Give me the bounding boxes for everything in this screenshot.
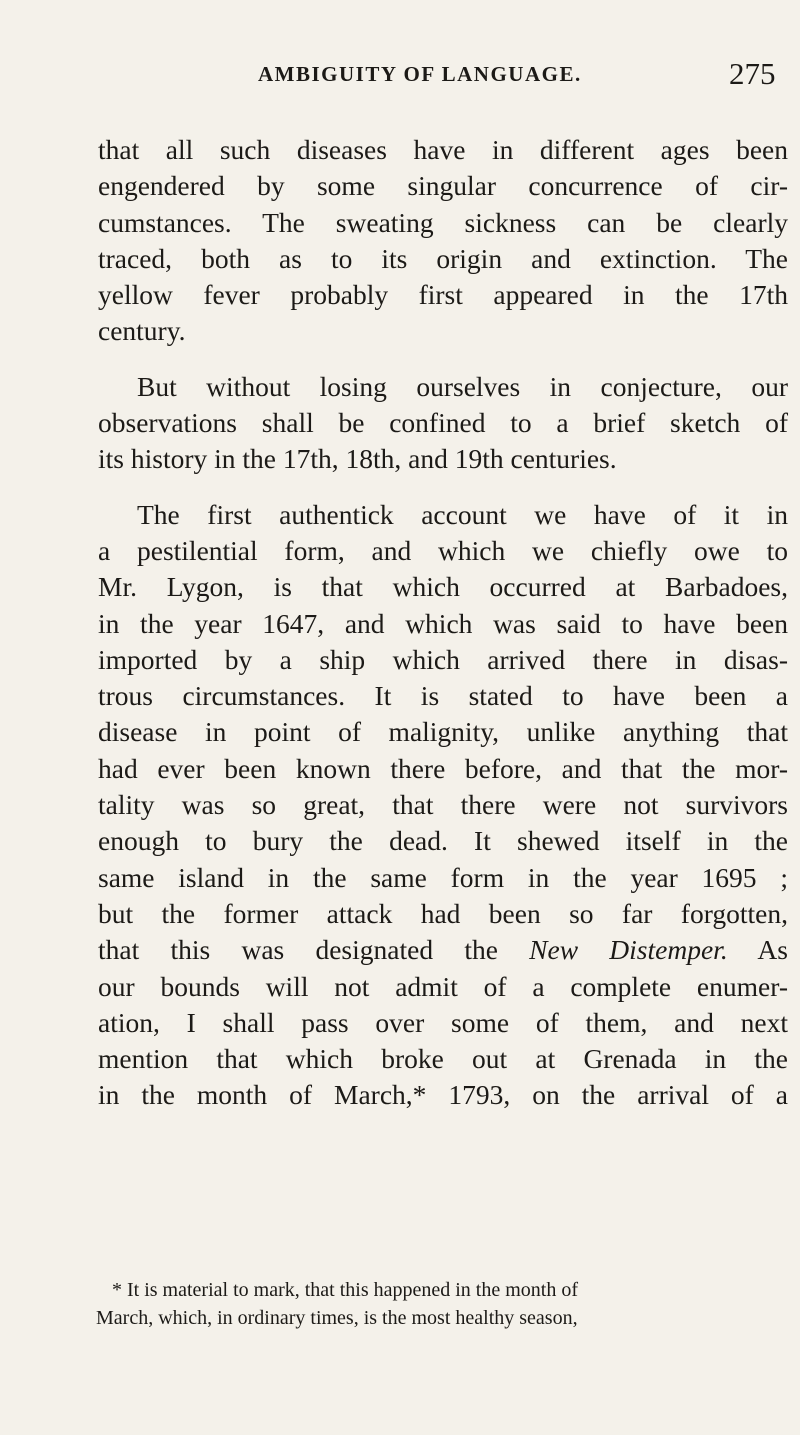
body-text [98, 132, 788, 1114]
text-line: its history in the 17th, 18th, and 19th centuries. [98, 443, 617, 475]
footnote [96, 1276, 792, 1332]
text-line: tality was so great, that there were not survivors [98, 789, 788, 821]
footnote-line: March, which, in ordinary times, is the most healthy season, [96, 1307, 578, 1329]
text-line: observations shall be confined to a brief sketch of [98, 407, 788, 439]
text-line: enough to bury the dead. It shewed itself in the [98, 825, 788, 857]
text-line: traced, both as to its origin and extinction. The [98, 242, 788, 274]
text-line: a pestilential form, and which we chiefly owe to [98, 534, 788, 566]
page-header [0, 56, 800, 96]
text-line: century. [98, 315, 186, 347]
page-number: 275 [729, 56, 776, 91]
text-line: ation, I shall pass over some of them, and next [98, 1006, 788, 1038]
paragraph-1 [98, 132, 788, 350]
text-line: engendered by some singular concurrence of cir- [98, 170, 788, 202]
text-line: that all such diseases have in different ages been [98, 134, 788, 165]
text-line: our bounds will not admit of a complete enumer- [98, 970, 788, 1002]
text-segment: that this was designated the [98, 934, 530, 966]
text-line: But without losing ourselves in conjecture, our [137, 370, 788, 402]
text-segment: As [727, 934, 788, 966]
text-line: same island in the same form in the year 1695 ; [98, 861, 788, 893]
text-line: had ever been known there before, and that the mor- [98, 752, 788, 784]
text-line: imported by a ship which arrived there in disas- [98, 643, 788, 675]
text-line: mention that which broke out at Grenada in the [98, 1043, 788, 1075]
paragraph-3 [98, 497, 788, 1114]
text-line: The first authentick account we have of it in [137, 498, 788, 530]
footnote-line: * It is material to mark, that this happened in the month of [112, 1279, 579, 1301]
text-line: but the former attack had been so far forgotten, [98, 897, 788, 929]
text-line: Mr. Lygon, is that which occurred at Barbadoes, [98, 571, 788, 603]
text-line: trous circumstances. It is stated to have been a [98, 680, 788, 712]
text-line: disease in point of malignity, unlike anything that [98, 716, 788, 748]
italic-phrase: New Distemper. [529, 934, 728, 966]
text-line-with-italic [98, 932, 788, 968]
text-line: in the year 1647, and which was said to have been [98, 607, 788, 639]
text-line: cumstances. The sweating sickness can be clearly [98, 206, 788, 238]
text-line: yellow fever probably first appeared in the 17th [98, 279, 788, 311]
text-line: in the month of March,* 1793, on the arrival of a [98, 1079, 788, 1111]
paragraph-2 [98, 369, 788, 478]
running-head: AMBIGUITY OF LANGUAGE. [258, 62, 582, 86]
